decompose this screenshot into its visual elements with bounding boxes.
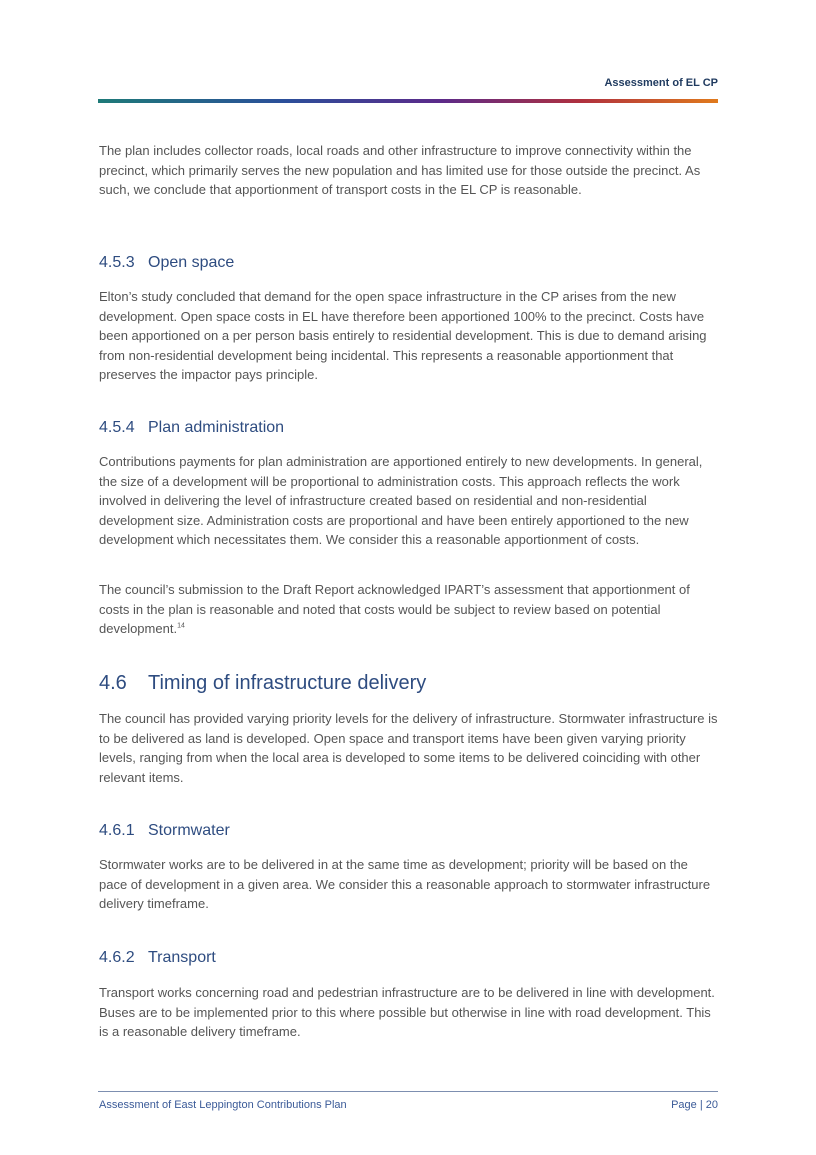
running-header-title: Assessment of EL CP [604, 77, 718, 89]
heading-number: 4.5.3 [99, 254, 135, 271]
heading-title: Timing of infrastructure delivery [148, 672, 427, 694]
heading-number: 4.5.4 [99, 419, 135, 436]
paragraph-stormwater: Stormwater works are to be delivered in at the same time as development; priority will be based on the pace of development in a given area. We consider this a reasonable approach to stormwater infrastructure delivery timeframe. [99, 857, 711, 911]
heading-title: Stormwater [148, 822, 230, 839]
heading-title: Plan administration [148, 419, 285, 436]
heading-4-6 [99, 670, 426, 696]
paragraph-text: The council’s submission to the Draft Report acknowledged IPART’s assessment that apportionment of costs in the plan is reasonable and noted that costs would be subject to review based on potential development. [99, 582, 690, 636]
footnote-reference[interactable]: 14 [177, 622, 185, 630]
paragraph-transport-timing: Transport works concerning road and pedestrian infrastructure are to be delivered in line with development. Buses are to be implemented prior to this where possible but otherwise in line with road development. This is a reasonable delivery timeframe. [99, 985, 715, 1039]
paragraph-council-submission [99, 580, 719, 639]
page-body [99, 0, 719, 1080]
heading-title: Transport [148, 949, 216, 966]
paragraph-timing-overview: The council has provided varying priority levels for the delivery of infrastructure. Stormwater infrastructure is to be delivered as land is developed. Open space and transport items have been given varying priority levels, ranging from when the local area is developed to some items to be delivered coinciding with other relevant items. [99, 711, 718, 785]
heading-4-5-3 [99, 253, 234, 273]
heading-4-6-1 [99, 821, 230, 841]
heading-number: 4.6.1 [99, 822, 135, 839]
footer-page-number: Page | 20 [671, 1099, 718, 1111]
heading-4-5-4 [99, 418, 284, 438]
paragraph-open-space: Elton’s study concluded that demand for the open space infrastructure in the CP arises from the new development. Open space costs in EL have therefore been apportioned 100% to the precinct. Costs have been apportioned on a per person basis entirely to residential development. This is due to demand arising from non-residential development being incidental. This represents a reasonable apportionment that preserves the impactor pays principle. [99, 289, 707, 382]
paragraph-plan-administration: Contributions payments for plan administration are apportioned entirely to new developments. In general, the size of a development will be proportional to administration costs. This approach reflects the work involved in delivering the level of infrastructure created based on residential and non-residential development size. Administration costs are proportional and have been entirely apportioned to the new development which necessitates them. We consider this a reasonable apportionment of costs. [99, 454, 703, 547]
heading-title: Open space [148, 254, 235, 271]
heading-number: 4.6 [99, 672, 127, 694]
footer-rule [98, 1091, 718, 1092]
paragraph-transport-apportionment: The plan includes collector roads, local roads and other infrastructure to improve connectivity within the precinct, which primarily serves the new population and has limited use for those outside the precinct. As such, we conclude that apportionment of transport costs in the EL CP is reasonable. [99, 143, 701, 197]
footer-document-title: Assessment of East Leppington Contributions Plan [99, 1099, 347, 1111]
heading-number: 4.6.2 [99, 949, 135, 966]
heading-4-6-2 [99, 948, 216, 968]
